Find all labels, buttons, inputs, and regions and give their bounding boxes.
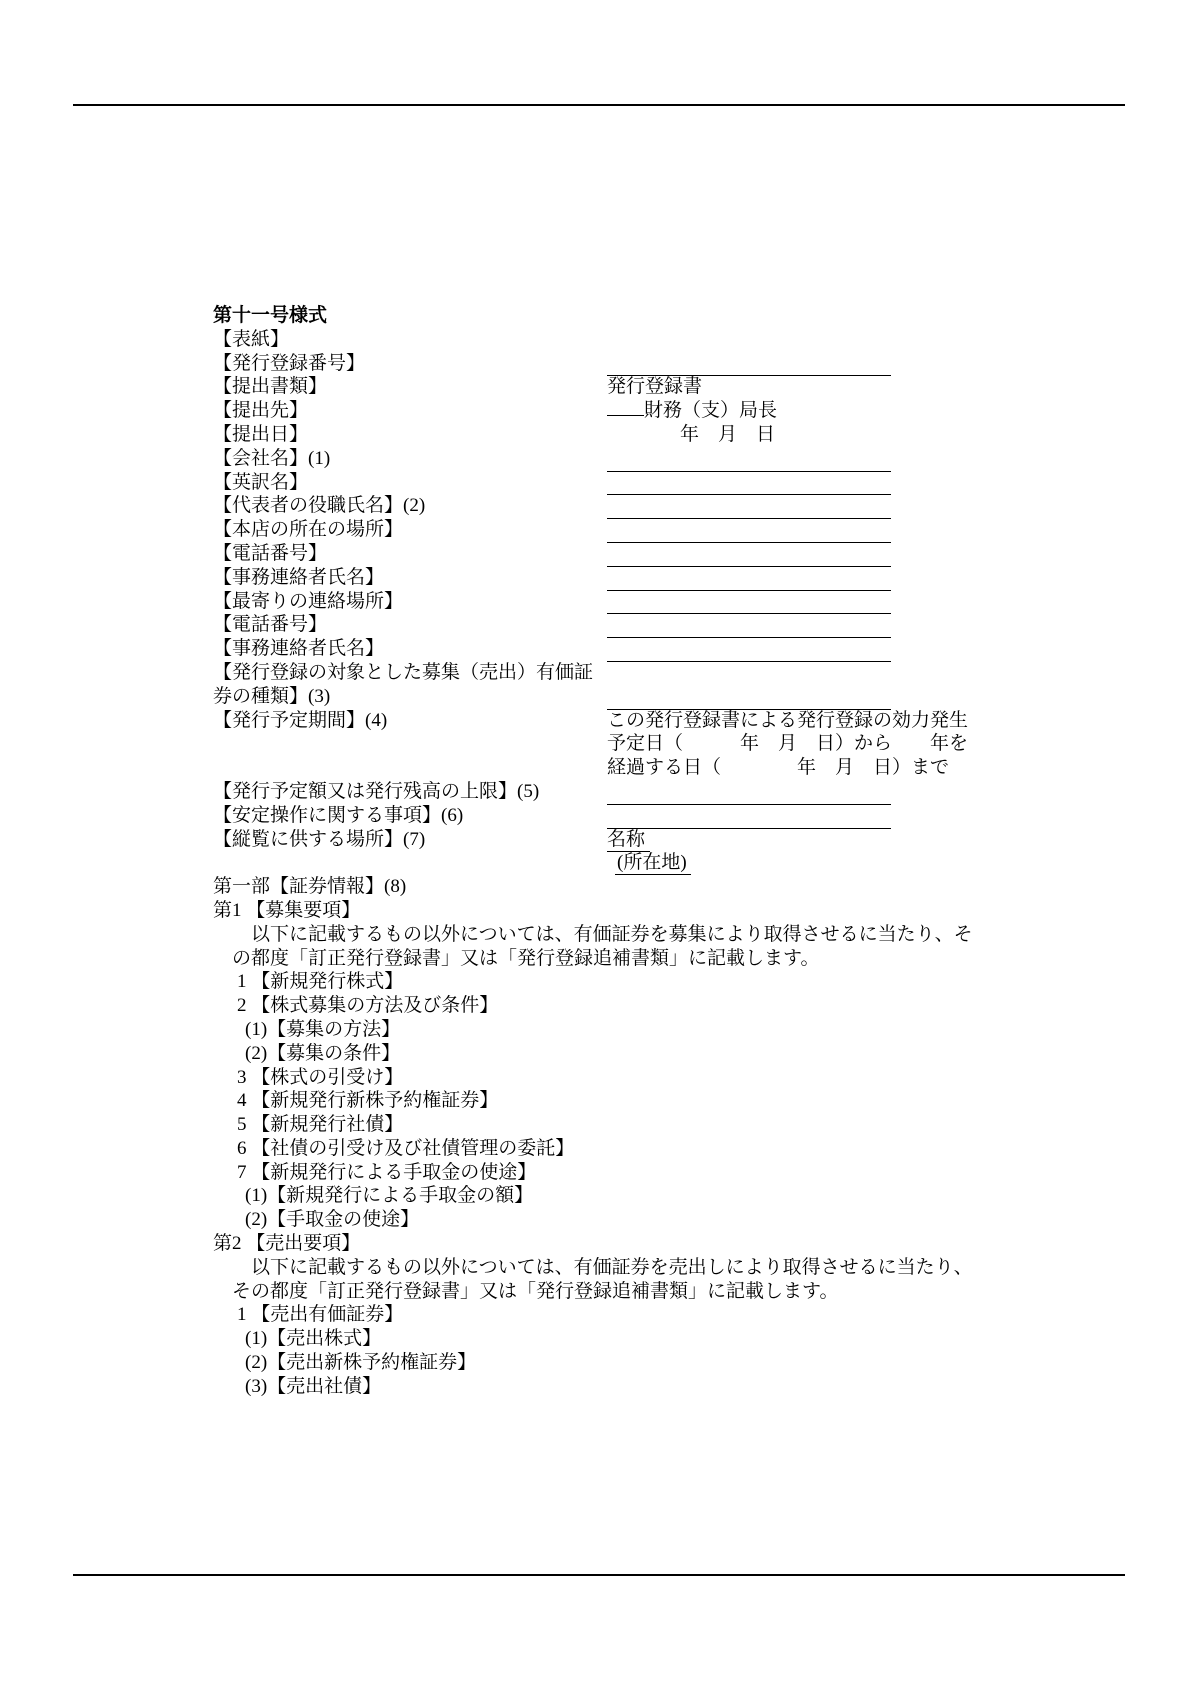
field-label: 【発行登録の対象とした募集（売出）有価証 — [213, 661, 594, 683]
form-line: の都度「訂正発行登録書」又は「発行登録追補書類」に記載します。 — [213, 947, 820, 969]
field-value — [607, 851, 891, 875]
form-field-row — [213, 828, 1122, 852]
field-value-line: 予定日（ 年 月 日）から 年を — [607, 733, 969, 755]
form-content — [213, 304, 1122, 1399]
field-label: 【電話番号】 — [213, 614, 328, 636]
form-line: 第2 【売出要項】 — [213, 1233, 361, 1255]
form-line: (2)【売出新株予約権証券】 — [245, 1352, 477, 1374]
field-label: 【発行予定額又は発行残高の上限】(5) — [213, 780, 540, 802]
form-field-row — [213, 661, 1122, 709]
form-line: 5 【新規発行社債】 — [237, 1114, 404, 1136]
field-value — [607, 328, 891, 352]
form-field-row — [213, 542, 1122, 566]
form-field-row — [213, 613, 1122, 637]
form-field-row — [213, 375, 1122, 399]
field-value-line: 経過する日（ 年 月 日）まで — [607, 757, 950, 779]
form-field-row — [213, 518, 1122, 542]
field-value — [607, 399, 891, 423]
form-line: 2 【株式募集の方法及び条件】 — [237, 995, 499, 1017]
fill-in-line — [607, 637, 891, 662]
field-label: 【発行予定期間】(4) — [213, 709, 388, 731]
fill-in-line — [607, 780, 891, 805]
form-field-row — [213, 709, 1122, 780]
form-field-row — [213, 447, 1122, 471]
form-header-fields — [213, 328, 1122, 875]
fill-in-line — [607, 447, 891, 472]
field-label: 【英訳名】 — [213, 471, 309, 493]
fill-in-line — [607, 804, 891, 829]
form-field-row — [213, 494, 1122, 518]
form-line: 以下に記載するもの以外については、有価証券を募集により取得させるに当たり、そ — [213, 923, 973, 945]
form-line: (3)【売出社債】 — [245, 1375, 382, 1397]
form-line: (2)【手取金の使途】 — [245, 1209, 420, 1231]
fill-in-line — [607, 613, 891, 638]
form-line: 第一部【証券情報】(8) — [213, 876, 407, 898]
field-value — [607, 709, 1067, 780]
form-line: (2)【募集の条件】 — [245, 1042, 401, 1064]
field-value — [607, 828, 891, 852]
field-label: 【本店の所在の場所】 — [213, 519, 404, 541]
form-line: 3 【株式の引受け】 — [237, 1066, 404, 1088]
field-label: 【事務連絡者氏名】 — [213, 638, 385, 660]
field-label: 【安定操作に関する事項】(6) — [213, 804, 464, 826]
form-line: (1)【新規発行による手取金の額】 — [245, 1185, 534, 1207]
field-label: 【提出先】 — [213, 400, 309, 422]
form-line: (1)【売出株式】 — [245, 1328, 382, 1350]
form-field-row — [213, 423, 1122, 447]
fill-in-line — [607, 590, 891, 615]
form-field-row — [213, 851, 1122, 875]
form-line: 1 【新規発行株式】 — [237, 971, 404, 993]
field-label: 【提出書類】 — [213, 376, 328, 398]
field-label: 【代表者の役職氏名】(2) — [213, 495, 426, 517]
form-line: 以下に記載するもの以外については、有価証券を売出しにより取得させるに当たり、 — [213, 1256, 973, 1278]
field-value-underlined: (所在地) — [615, 852, 691, 875]
fill-in-line — [607, 352, 891, 377]
field-label: 【事務連絡者氏名】 — [213, 566, 385, 588]
field-label-continued: 券の種類】(3) — [213, 685, 331, 707]
form-line: 4 【新規発行新株予約権証券】 — [237, 1090, 499, 1112]
form-field-row — [213, 471, 1122, 495]
field-value-line: この発行登録書による発行登録の効力発生 — [607, 709, 969, 731]
fill-in-line — [607, 471, 891, 496]
fill-in-line — [607, 494, 891, 519]
field-label: 【発行登録番号】 — [213, 352, 366, 374]
form-body — [213, 875, 1122, 1399]
form-line: 1 【売出有価証券】 — [237, 1304, 404, 1326]
fill-in-line — [607, 518, 891, 543]
form-field-row — [213, 780, 1122, 804]
top-rule — [73, 104, 1125, 106]
form-field-row — [213, 352, 1122, 376]
form-field-row — [213, 637, 1122, 661]
fill-in-line — [607, 661, 891, 710]
form-line: 6 【社債の引受け及び社債管理の委託】 — [237, 1137, 575, 1159]
field-value — [607, 423, 891, 447]
fill-in-line — [607, 542, 891, 567]
field-label: 【電話番号】 — [213, 542, 328, 564]
fill-in-blank — [607, 400, 644, 416]
field-label: 【縦覧に供する場所】(7) — [213, 828, 426, 850]
form-line: 第1 【募集要項】 — [213, 899, 361, 921]
form-title: 第十一号様式 — [213, 305, 328, 326]
form-line: その都度「訂正発行登録書」又は「発行登録追補書類」に記載します。 — [213, 1280, 839, 1302]
field-value — [607, 375, 891, 399]
field-label: 【提出日】 — [213, 423, 309, 445]
form-line: 7 【新規発行による手取金の使途】 — [237, 1161, 537, 1183]
form-field-row — [213, 590, 1122, 614]
form-field-row — [213, 328, 1122, 352]
field-value-underlined: 名称 — [607, 829, 650, 852]
form-field-row — [213, 399, 1122, 423]
field-value-text: 年 月 日 — [680, 423, 776, 445]
fill-in-line — [607, 566, 891, 591]
field-label: 【会社名】(1) — [213, 447, 331, 469]
form-line: (1)【募集の方法】 — [245, 1018, 401, 1040]
form-field-row — [213, 804, 1122, 828]
field-label: 【最寄りの連絡場所】 — [213, 590, 404, 612]
field-value-text: 発行登録書 — [607, 376, 703, 398]
bottom-rule — [73, 1574, 1125, 1576]
field-value-text: 財務（支）局長 — [644, 400, 778, 422]
form-field-row — [213, 566, 1122, 590]
field-label: 【表紙】 — [213, 328, 290, 350]
